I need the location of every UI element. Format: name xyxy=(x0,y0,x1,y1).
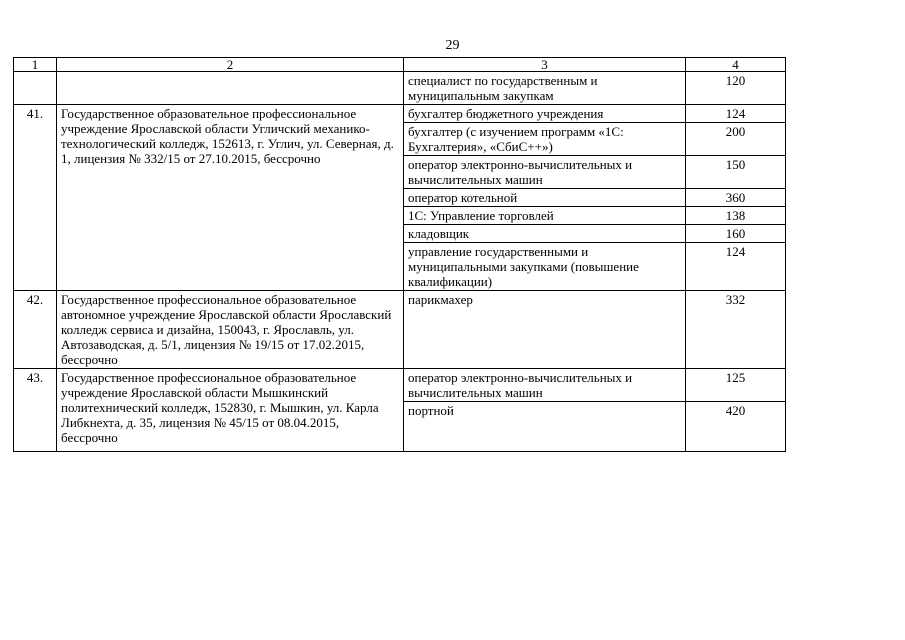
row-number: 42. xyxy=(14,291,57,369)
header-row xyxy=(14,58,786,72)
value-cell: 360 xyxy=(686,189,786,207)
value-cell: 125 xyxy=(686,369,786,402)
specialty-cell: кладовщик xyxy=(404,225,686,243)
specialty-cell: 1С: Управление торговлей xyxy=(404,207,686,225)
specialty-cell: управление государственными и муниципальными закупками (повышение квалификации) xyxy=(404,243,686,291)
row-number: 41. xyxy=(14,105,57,291)
specialty-cell: оператор электронно-вычислительных и вычислительных машин xyxy=(404,156,686,189)
row-number xyxy=(14,72,57,105)
value-cell: 120 xyxy=(686,72,786,105)
value-cell: 124 xyxy=(686,105,786,123)
table-row xyxy=(14,291,786,369)
row-number: 43. xyxy=(14,369,57,452)
table-row xyxy=(14,105,786,123)
value-cell: 332 xyxy=(686,291,786,369)
licenses-table xyxy=(13,57,786,452)
table-row xyxy=(14,369,786,402)
value-cell: 200 xyxy=(686,123,786,156)
specialty-cell: парикмахер xyxy=(404,291,686,369)
value-cell: 420 xyxy=(686,402,786,452)
specialty-cell: оператор электронно-вычислительных и вычислительных машин xyxy=(404,369,686,402)
organization-cell: Государственное профессиональное образовательное учреждение Ярославской области Мышкинский политехнический колледж, 152830, г. Мышкин, ул. Карла Либкнехта, д. 35, лицензия № 45/15 от 08.04.2015, бессрочно xyxy=(57,369,404,452)
organization-cell: Государственное образовательное профессиональное учреждение Ярославской области Угличский механико-технологический колледж, 152613, г. Углич, ул. Северная, д. 1, лицензия № 332/15 от 27.10.2015, бессрочно xyxy=(57,105,404,291)
value-cell: 160 xyxy=(686,225,786,243)
page-number: 29 xyxy=(445,38,460,53)
specialty-cell: бухгалтер (с изучением программ «1С: Бухгалтерия», «СбиС++») xyxy=(404,123,686,156)
column-header-4: 4 xyxy=(686,58,786,72)
value-cell: 150 xyxy=(686,156,786,189)
specialty-cell: бухгалтер бюджетного учреждения xyxy=(404,105,686,123)
specialty-cell: оператор котельной xyxy=(404,189,686,207)
table-row xyxy=(14,72,786,105)
organization-cell xyxy=(57,72,404,105)
value-cell: 124 xyxy=(686,243,786,291)
specialty-cell: специалист по государственным и муниципальным закупкам xyxy=(404,72,686,105)
organization-cell: Государственное профессиональное образовательное автономное учреждение Ярославской области Ярославский колледж сервиса и дизайна, 150043, г. Ярославль, ул. Автозаводская, д. 5/1, лицензия № 19/15 от 17.02.2015, бессрочно xyxy=(57,291,404,369)
column-header-3: 3 xyxy=(404,58,686,72)
value-cell: 138 xyxy=(686,207,786,225)
column-header-1: 1 xyxy=(14,58,57,72)
specialty-cell: портной xyxy=(404,402,686,452)
column-header-2: 2 xyxy=(57,58,404,72)
